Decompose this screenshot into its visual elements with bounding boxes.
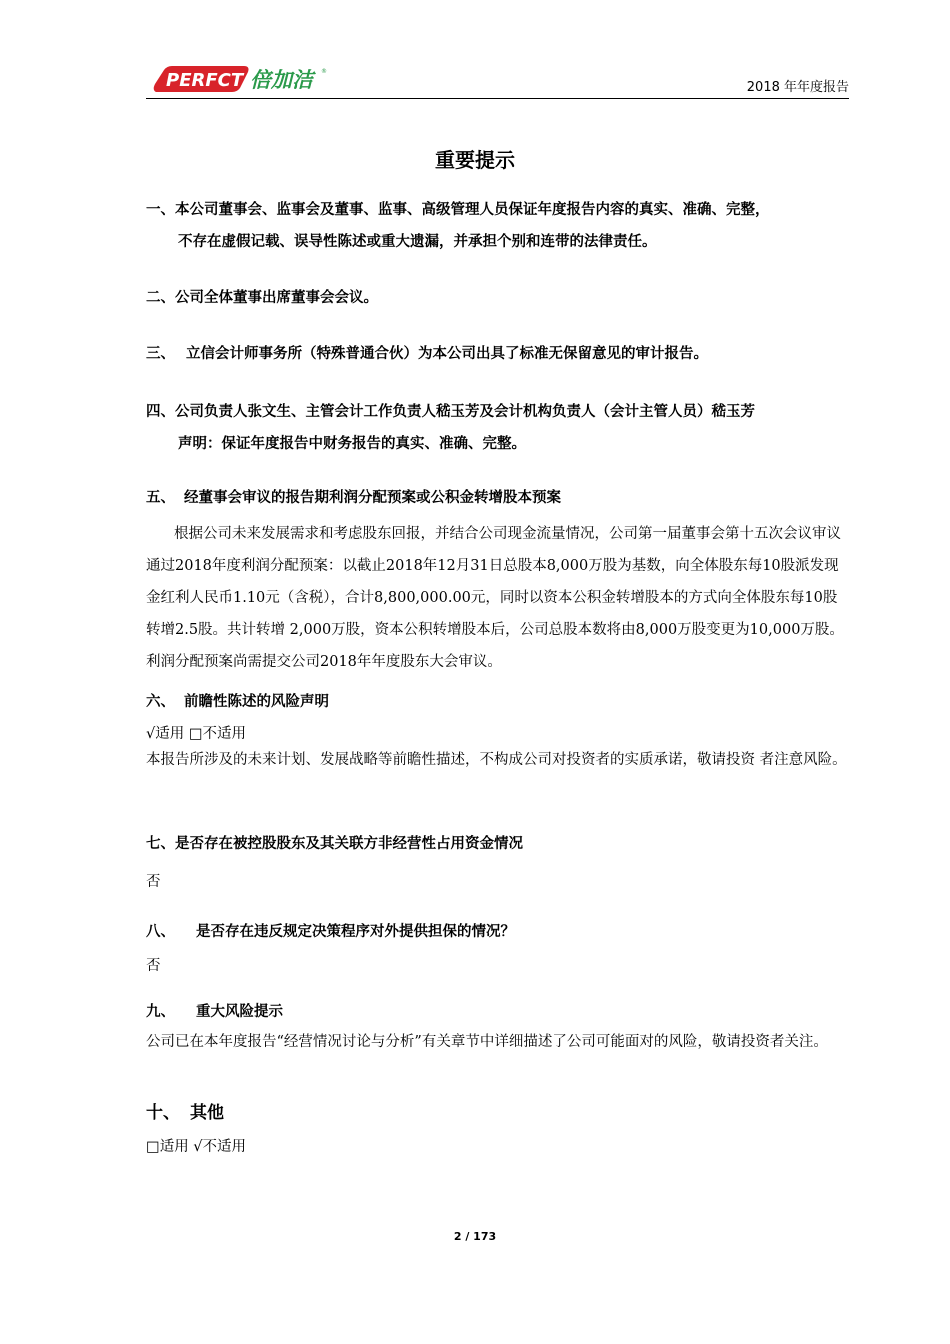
section-9-body: 公司已在本年度报告“经营情况讨论与分析”有关章节中详细描述了公司可能面对的风险，敬请投资者关注。 [146, 1034, 828, 1050]
section-4-continuation: 声明：保证年度报告中财务报告的真实、准确、完整。 [178, 436, 526, 452]
section-number: 三、 [146, 346, 175, 362]
section-title: 其他 [190, 1103, 224, 1123]
section-text: 立信会计师事务所（特殊普通合伙）为本公司出具了标准无保留意见的审计报告。 [186, 346, 708, 362]
section-4-heading [146, 400, 851, 421]
section-number: 九、 [146, 1004, 175, 1020]
perfect-logo [152, 64, 332, 94]
section-number: 八、 [146, 924, 175, 940]
section-5-body: 根据公司未来发展需求和考虑股东回报，并结合公司现金流量情况，公司第一届董事会第十五次会议审议通过2018年度利润分配预案：以截止2018年12月31日总股本8,000万股为基数，向全体股东每10股派发现金红利人民币1.10元（含税），合计8,800,000.00元，同时以资本公积金转增股本的方式向全体股东每10股转增2.5股。共计转增 2,000万股，资本公积转增股本后，公司总股本数将由8,000万股变更为10,000万股。利润分配预案尚需提交公司2018年年度股东大会审议。 [146, 526, 844, 670]
section-5-heading [146, 486, 851, 507]
section-7-heading [146, 832, 851, 853]
section-8-heading [146, 920, 851, 941]
section-9-heading [146, 1000, 851, 1021]
page-number: 2 / 173 [453, 1230, 497, 1243]
section-10-heading [146, 1098, 851, 1123]
section-title: 经董事会审议的报告期利润分配预案或公积金转增股本预案 [184, 490, 561, 506]
section-1-continuation: 不存在虚假记载、误导性陈述或重大遗漏，并承担个别和连带的法律责任。 [178, 234, 657, 250]
section-6-options: √适用 □不适用 [146, 726, 247, 742]
report-title: 2018 年年度报告 [746, 80, 849, 95]
section-number: 七、 [146, 836, 175, 852]
section-text: 公司全体董事出席董事会会议。 [175, 290, 378, 306]
section-2-heading [146, 286, 851, 307]
section-title: 是否存在违反规定决策程序对外提供担保的情况？ [196, 924, 515, 940]
section-number: 一、 [146, 202, 175, 218]
section-6-heading [146, 690, 851, 711]
section-number: 十、 [146, 1103, 180, 1123]
svg-text:®: ® [321, 68, 327, 75]
section-text: 本公司董事会、监事会及董事、监事、高级管理人员保证年度报告内容的真实、准确、完整， [175, 202, 770, 218]
section-number: 五、 [146, 490, 175, 506]
page-header [146, 62, 849, 99]
section-text: 公司负责人张文生、主管会计工作负责人嵇玉芳及会计机构负责人（会计主管人员）嵇玉芳 [175, 404, 755, 420]
section-number: 二、 [146, 290, 175, 306]
section-number: 六、 [146, 694, 175, 710]
section-7-answer: 否 [146, 874, 161, 890]
section-6-body: 本报告所涉及的未来计划、发展战略等前瞻性描述，不构成公司对投资者的实质承诺，敬请投资 者注意风险。 [146, 752, 847, 768]
logo-text-en: PERFCT [166, 70, 244, 91]
section-3-heading [146, 342, 851, 363]
section-title: 是否存在被控股股东及其关联方非经营性占用资金情况 [175, 836, 523, 852]
section-title: 前瞻性陈述的风险声明 [184, 694, 329, 710]
logo-text-cn: 倍加洁 [250, 68, 313, 92]
section-1-heading [146, 198, 851, 219]
section-number: 四、 [146, 404, 175, 420]
section-8-answer: 否 [146, 958, 161, 974]
section-title: 重大风险提示 [196, 1004, 283, 1020]
section-10-options: □适用 √不适用 [146, 1139, 247, 1155]
page-title: 重要提示 [435, 148, 515, 172]
